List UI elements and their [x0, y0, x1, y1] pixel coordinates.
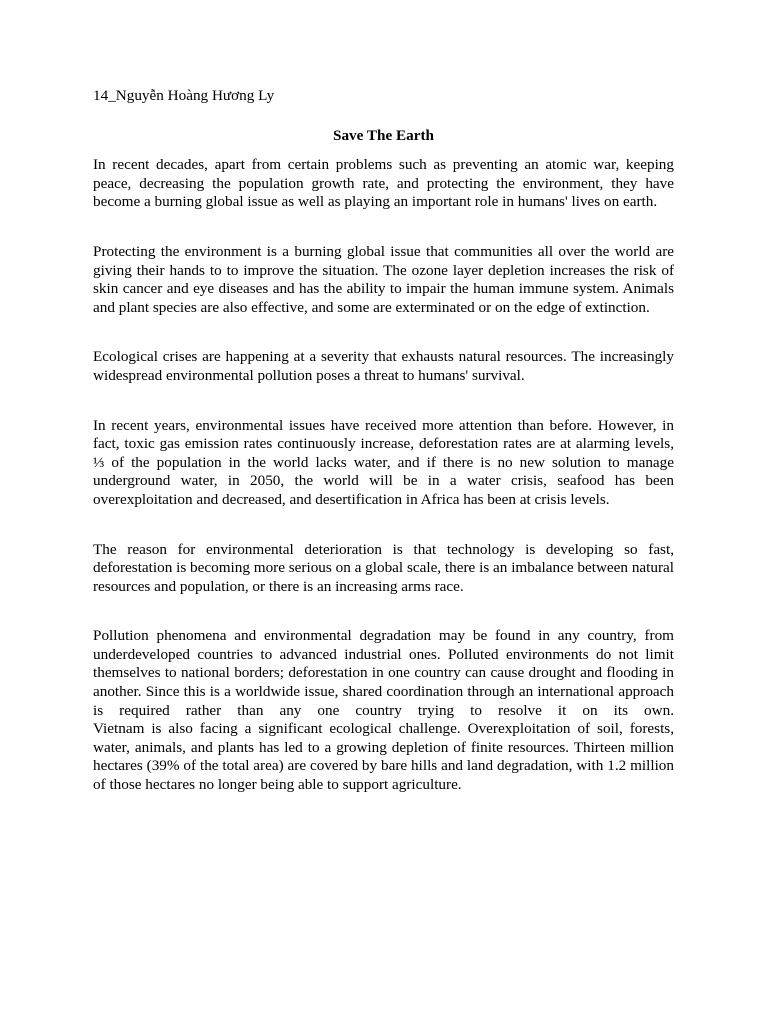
paragraph-1: In recent decades, apart from certain problems such as preventing an atomic war, keeping peace, decreasing the population growth rate, and protecting the environment, they have become a burning global issue as well as playing an important role in humans' lives on earth.: [93, 156, 674, 211]
paragraph-5: The reason for environmental deterioration is that technology is developing so fast, deforestation is becoming more serious on a global scale, there is an imbalance between natural resources and population, or there is an increasing arms race.: [93, 540, 674, 595]
paragraph-2: Protecting the environment is a burning global issue that communities all over the world are giving their hands to to improve the situation. The ozone layer depletion increases the risk of skin cancer and eye diseases and has the ability to impair the human immune system. Animals and plant species are also effective, and some are exterminated or on the edge of extinction.: [93, 242, 674, 316]
paragraph-7: Vietnam is also facing a significant ecological challenge. Overexploitation of soil, forests, water, animals, and plants has led to a growing depletion of finite resources. Thirteen million hectares (39% of the total area) are covered by bare hills and land degradation, with 1.2 million of those hectares no longer being able to support agriculture.: [93, 720, 674, 794]
document-title: Save The Earth: [333, 126, 434, 144]
paragraph-4: In recent years, environmental issues have received more attention than before. However, in fact, toxic gas emission rates continuously increase, deforestation rates are at alarming levels, ⅓ of the population in the world lacks water, and if there is no new solution to manage underground water, in 2050, the world will be in a water crisis, seafood has been overexploitation and decreased, and desertification in Africa has been at crisis levels.: [93, 416, 674, 508]
paragraph-6: Pollution phenomena and environmental degradation may be found in any country, from underdeveloped countries to advanced industrial ones. Polluted environments do not limit themselves to national borders; deforestation in one country can cause drought and flooding in another. Since this is a worldwide issue, shared coordination through an international approach is required rather than any one country trying to resolve it on its own.: [93, 627, 674, 719]
document-page: [93, 87, 674, 795]
author-line: 14_Nguyễn Hoàng Hương Ly: [93, 87, 275, 104]
paragraph-3: Ecological crises are happening at a severity that exhausts natural resources. The increasingly widespread environmental pollution poses a threat to humans' survival.: [93, 348, 674, 384]
